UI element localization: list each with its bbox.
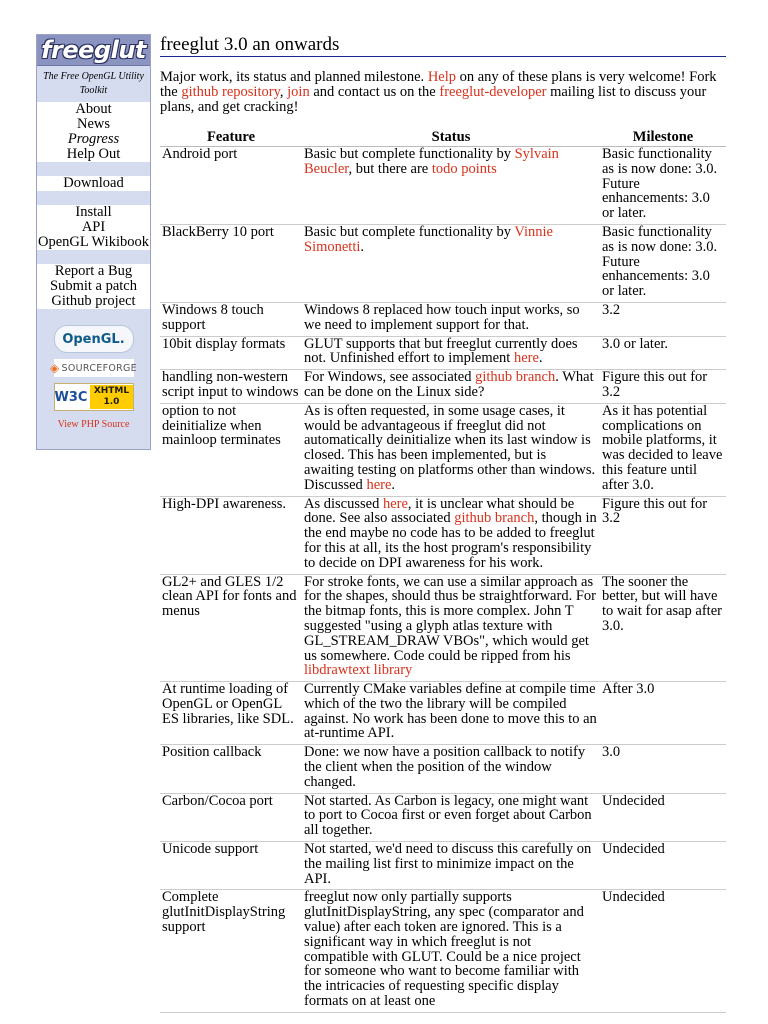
- main-content: [160, 34, 726, 1013]
- opengl-logo[interactable]: [54, 325, 134, 353]
- nav-progress[interactable]: Progress: [67, 131, 120, 147]
- help-link[interactable]: Help: [427, 69, 456, 85]
- table-row: [160, 574, 726, 682]
- github-repository-link[interactable]: github repository: [181, 84, 280, 100]
- w3c-text: W3C: [54, 389, 88, 405]
- status-link[interactable]: github branch: [475, 369, 556, 386]
- status-cell: [302, 336, 600, 370]
- status-text: As discussed: [304, 495, 383, 512]
- page-title: freeglut 3.0 an onwards: [160, 34, 726, 57]
- header-feature: Feature: [160, 129, 302, 147]
- join-link[interactable]: join: [287, 84, 310, 100]
- status-cell: [302, 682, 600, 745]
- status-cell: [302, 224, 600, 302]
- status-cell: [302, 890, 600, 1012]
- feature-cell: Position callback: [160, 745, 302, 793]
- table-row: [160, 336, 726, 370]
- status-text: For stroke fonts, we can use a similar approach as for the shapes, should thus be straightforward. For the bitmap fonts, this is more complex. John T suggested "using a glyph atlas texture with GL_STREAM_DRAW VBOs", which would get us somewhere. Code could be ripped from his: [304, 573, 596, 664]
- view-php-source-link[interactable]: View PHP Source: [57, 419, 130, 430]
- status-text: Not started. As Carbon is legacy, one might want to port to Cocoa first or even forget about Carbon all together.: [304, 792, 592, 839]
- feature-cell: option to not deinitialize when mainloop terminates: [160, 403, 302, 496]
- feature-cell: BlackBerry 10 port: [160, 224, 302, 302]
- intro-text-3: ,: [279, 84, 288, 100]
- table-row: [160, 302, 726, 336]
- status-cell: [302, 842, 600, 890]
- nav-install[interactable]: Install: [75, 204, 112, 220]
- status-text: freeglut now only partially supports glutInitDisplayString, any spec (comparator and value) after each token are ignored. This is a significant way in which freeglut is not compatible with GLUT. Could be a nice project for someone who want to become familiar with the intricacies of requesting specific display formats on at least one: [304, 889, 584, 1010]
- milestone-cell: Basic functionality as is now done: 3.0. Future enhancements: 3.0 or later.: [600, 147, 726, 225]
- freeglut-developer-link[interactable]: freeglut-developer: [439, 84, 547, 100]
- nav-group-download: [37, 176, 150, 191]
- xhtml-text: XHTML 1.0: [90, 385, 132, 409]
- status-text: For Windows, see associated: [304, 369, 476, 386]
- sidebar: [36, 34, 151, 450]
- feature-cell: handling non-western script input to windows: [160, 370, 302, 404]
- status-text: .: [391, 476, 396, 493]
- table-row: [160, 842, 726, 890]
- status-link[interactable]: Vinnie Simonetti: [304, 223, 553, 255]
- table-row: [160, 890, 726, 1012]
- feature-cell: Complete glutInitDisplayString support: [160, 890, 302, 1012]
- nav-group-docs: [37, 205, 150, 250]
- intro-paragraph: [160, 70, 726, 115]
- status-cell: [302, 793, 600, 841]
- milestone-cell: Undecided: [600, 842, 726, 890]
- intro-text-2: on any of these plans is very welcome! Fork the: [160, 69, 717, 100]
- milestone-cell: 3.0 or later.: [600, 336, 726, 370]
- tagline: The Free OpenGL Utility Toolkit: [43, 71, 144, 96]
- nav-about[interactable]: About: [75, 101, 112, 117]
- w3c-xhtml-badge[interactable]: [54, 383, 134, 411]
- nav-news[interactable]: News: [76, 116, 111, 132]
- milestone-cell: The sooner the better, but will have to wait for asap after 3.0.: [600, 574, 726, 682]
- milestone-cell: After 3.0: [600, 682, 726, 745]
- features-table: [160, 129, 726, 1013]
- table-row: [160, 370, 726, 404]
- status-text: Windows 8 replaced how touch input works, so we need to implement support for that.: [304, 301, 580, 333]
- status-cell: [302, 574, 600, 682]
- feature-cell: Unicode support: [160, 842, 302, 890]
- status-text: .: [360, 238, 365, 255]
- status-text: , though in the end maybe no code has to be added to freeglut for this at all, its the host program's responsibility to decide on DPI awareness for his work.: [304, 510, 597, 571]
- milestone-cell: Figure this out for 3.2: [600, 370, 726, 404]
- milestone-cell: Basic functionality as is now done: 3.0. Future enhancements: 3.0 or later.: [600, 224, 726, 302]
- status-link[interactable]: here: [366, 476, 392, 493]
- status-text: Done: we now have a position callback to notify the client when the position of the window changed.: [304, 744, 586, 790]
- intro-text-5: mailing list to discuss your plans, and get cracking!: [160, 84, 707, 115]
- feature-cell: 10bit display formats: [160, 336, 302, 370]
- status-cell: [302, 403, 600, 496]
- nav-group-main: [37, 102, 150, 162]
- table-row: [160, 793, 726, 841]
- feature-cell: Carbon/Cocoa port: [160, 793, 302, 841]
- status-text: Basic but complete functionality by: [304, 146, 515, 162]
- status-link[interactable]: github branch: [454, 510, 535, 527]
- feature-cell: At runtime loading of OpenGL or OpenGL ES libraries, like SDL.: [160, 682, 302, 745]
- nav-help-out[interactable]: Help Out: [66, 146, 121, 162]
- sourceforge-logo[interactable]: [50, 359, 137, 377]
- freeglut-logo[interactable]: [37, 35, 150, 66]
- table-row: [160, 496, 726, 574]
- nav-download[interactable]: Download: [63, 175, 124, 191]
- status-link[interactable]: libdrawtext library: [304, 662, 413, 679]
- table-row: [160, 224, 726, 302]
- status-cell: [302, 302, 600, 336]
- status-cell: [302, 496, 600, 574]
- nav-submit-patch[interactable]: Submit a patch: [50, 278, 137, 294]
- feature-cell: Windows 8 touch support: [160, 302, 302, 336]
- status-text: As is often requested, in some usage cases, it would be advantageous if freeglut did not automatically deinitialize when its last window is closed. This has been implemented, but is awaiting testing on platforms other than windows. Discussed: [304, 402, 596, 493]
- status-text: .: [538, 350, 543, 367]
- status-text: , but there are: [348, 160, 432, 177]
- status-text: Basic but complete functionality by: [304, 223, 515, 240]
- sourceforge-icon: ◈: [50, 361, 60, 375]
- table-header-row: [160, 129, 726, 147]
- status-text: , it is unclear what should be done. See also associated: [304, 495, 575, 527]
- feature-cell: Android port: [160, 147, 302, 225]
- table-row: [160, 403, 726, 496]
- sourceforge-logo-text: SOURCEFORGE: [61, 362, 137, 374]
- feature-cell: High-DPI awareness.: [160, 496, 302, 574]
- logo-text: freeglut: [41, 36, 146, 64]
- status-link[interactable]: todo points: [431, 160, 497, 177]
- status-text: GLUT supports that but freeglut currently does not. Unfinished effort to implement: [304, 335, 578, 367]
- table-row: [160, 745, 726, 793]
- status-link[interactable]: here: [382, 495, 408, 512]
- milestone-cell: Undecided: [600, 890, 726, 1012]
- header-milestone: Milestone: [600, 129, 726, 147]
- milestone-cell: Figure this out for 3.2: [600, 496, 726, 574]
- table-row: [160, 147, 726, 225]
- milestone-cell: 3.2: [600, 302, 726, 336]
- opengl-logo-text: OpenGL.: [62, 331, 125, 347]
- status-link[interactable]: here: [513, 350, 539, 367]
- feature-cell: GL2+ and GLES 1/2 clean API for fonts and menus: [160, 574, 302, 682]
- milestone-cell: 3.0: [600, 745, 726, 793]
- nav-opengl-wikibook[interactable]: OpenGL Wikibook: [38, 234, 149, 250]
- milestone-cell: Undecided: [600, 793, 726, 841]
- status-text: Not started, we'd need to discuss this carefully on the mailing list first to minimize impact on the API.: [304, 841, 592, 887]
- status-text: Currently CMake variables define at compile time which of the two the library will be compiled against. No work has been done to move this to an at-runtime API.: [304, 681, 597, 742]
- nav-report-bug[interactable]: Report a Bug: [54, 263, 133, 279]
- intro-text-1: Major work, its status and planned milestone.: [160, 69, 428, 85]
- milestone-cell: As it has potential complications on mobile platforms, it was decided to leave this feature until after 3.0.: [600, 403, 726, 496]
- nav-group-contribute: [37, 264, 150, 309]
- status-cell: [302, 147, 600, 225]
- nav-github-project[interactable]: Github project: [51, 293, 136, 309]
- status-text: . What can be done on the Linux side?: [304, 369, 594, 400]
- header-status: Status: [302, 129, 600, 147]
- table-body: [160, 147, 726, 1013]
- nav-api[interactable]: API: [81, 219, 106, 235]
- badges: [37, 325, 150, 411]
- intro-text-4: and contact us on the: [309, 84, 440, 100]
- status-cell: [302, 745, 600, 793]
- status-cell: [302, 370, 600, 404]
- status-link[interactable]: Sylvain Beucler: [304, 146, 559, 177]
- table-row: [160, 682, 726, 745]
